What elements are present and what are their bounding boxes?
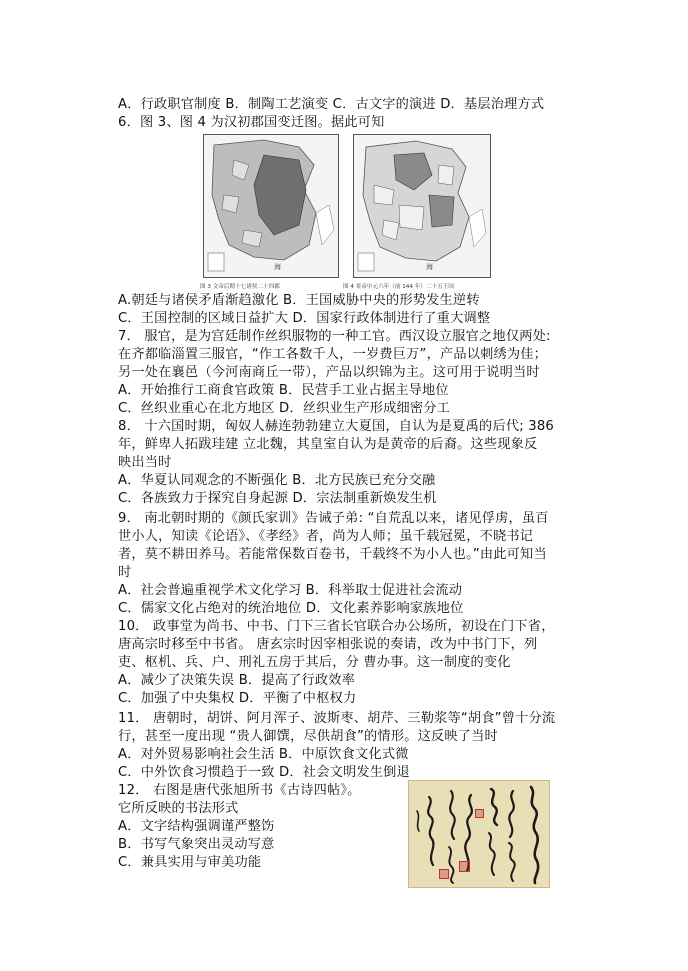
q12-stem-1: 12． 右图是唐代张旭所书《古诗四帖》。 — [118, 783, 361, 798]
map-figure-3 — [203, 134, 339, 278]
q7-line-3: 另一处在襄邑（今河南商丘一带），产品以织锦为主。这可用于说明当时 — [118, 365, 540, 380]
q7-options-cd: C．丝织业重心在北方地区 D．丝织业生产形成细密分工 — [118, 401, 451, 416]
q5-options: A．行政职官制度 B．制陶工艺演变 C．古文字的演进 D．基层治理方式 — [118, 97, 545, 112]
q10-options-ab: A．减少了决策失误 B．提高了行政效率 — [118, 673, 356, 688]
q8-options-ab: A．华夏认同观念的不断强化 B．北方民族已充分交融 — [118, 473, 436, 488]
q12-option-a: A．文字结构强调谨严整饬 — [118, 819, 275, 834]
q9-options-cd: C．儒家文化占绝对的统治地位 D．文化素养影响家族地位 — [118, 601, 464, 616]
q10-options-cd: C．加强了中央集权 D．平衡了中枢权力 — [118, 691, 357, 706]
fig3-caption: 图 3 文帝后期十七诸侯二十四郡 — [200, 284, 280, 290]
q10-line-3: 吏、枢机、兵、户、刑礼五房于其后，分 曹办事。这一制度的变化 — [118, 655, 511, 670]
q9-options-ab: A．社会普遍重视学术文化学习 B．科举取士促进社会流动 — [118, 583, 463, 598]
q9-line-2: 世小人，知读《论语》、《孝经》者，尚为人师；虽千载冠冕，不晓书记 — [118, 529, 534, 544]
seal-stamp — [459, 861, 470, 872]
q7-options-ab: A．开始推行工商食官政策 B．民营手工业占据主导地位 — [118, 383, 449, 398]
q8-line-1: 8． 十六国时期，匈奴人赫连勃勃建立大夏国，自认为是夏禹的后代; 386 — [118, 419, 555, 434]
q8-options-cd: C．各族致力于探究自身起源 D．宗法制重新焕发生机 — [118, 491, 437, 506]
sea-label: 海 — [274, 263, 281, 271]
q6-options-cd: C．王国控制的区域日益扩大 D．国家行政体制进行了重大调整 — [118, 311, 491, 326]
q11-options-cd: C．中外饮食习惯趋于一致 D．社会文明发生倒退 — [118, 765, 410, 780]
q11-line-1: 11． 唐朝时，胡饼、阿月浑子、波斯枣、胡芹、三勒浆等“胡食”曾十分流 — [118, 711, 556, 726]
fig4-caption: 图 4 景帝中元六年（前 144 年）二十五王国 — [343, 284, 454, 290]
map-figure-4 — [353, 134, 491, 278]
q9-line-4: 时 — [118, 565, 132, 580]
q12-option-b: B．书写气象突出灵动写意 — [118, 837, 275, 852]
q8-line-2: 年，鲜卑人拓跋珪建 立北魏，其皇室自认为是黄帝的后裔。这些现象反 — [118, 437, 538, 452]
q6-stem: 6．图 3、图 4 为汉初郡国变迁图。据此可知 — [118, 115, 385, 130]
calligraphy-image — [408, 780, 550, 888]
q9-line-3: 者，莫不耕田养马。若能常保数百卷书，千载终不为小人也。”由此可知当 — [118, 547, 547, 562]
q6-options-ab: A.朝廷与诸侯矛盾渐趋激化 B．王国威胁中央的形势发生逆转 — [118, 293, 480, 308]
q11-line-2: 行，甚至一度出现 “贵人御馔，尽供胡食”的情形。这反映了当时 — [118, 729, 498, 744]
q12-option-c: C．兼具实用与审美功能 — [118, 855, 262, 870]
q12-stem-2: 它所反映的书法形式 — [118, 801, 239, 816]
seal-stamp — [475, 809, 484, 818]
sea-label: 海 — [426, 263, 433, 271]
q9-line-1: 9． 南北朝时期的《颜氏家训》告诫子弟: “自荒乱以来，诸见俘虏，虽百 — [118, 511, 549, 526]
q10-line-1: 10． 政事堂为尚书、中书、门下三省长官联合办公场所，初设在门下省， — [118, 619, 555, 634]
q7-line-2: 在齐都临淄置三服官，“作工各数千人，一岁费巨万”，产品以刺绣为佳； — [118, 347, 548, 362]
q10-line-2: 唐高宗时移至中书省。 唐玄宗时因宰相张说的奏请，改为中书门下，列 — [118, 637, 538, 652]
seal-stamp — [439, 869, 449, 879]
q11-options-ab: A．对外贸易影响社会生活 B．中原饮食文化式微 — [118, 747, 409, 762]
q7-line-1: 7． 服官，是为宫廷制作丝织服物的一种工官。西汉设立服官之地仅两处: — [118, 329, 551, 344]
q8-line-3: 映出当时 — [118, 455, 172, 470]
